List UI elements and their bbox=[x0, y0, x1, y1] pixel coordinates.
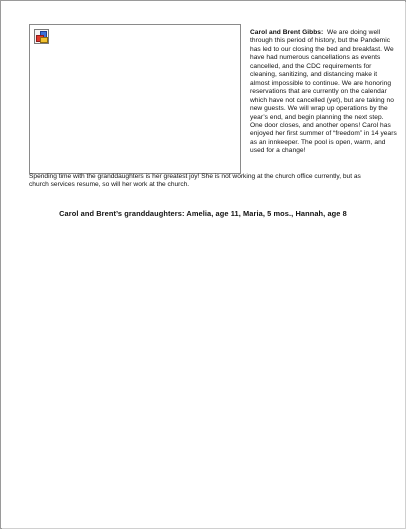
picture-placeholder-icon bbox=[34, 29, 49, 44]
photo-frame bbox=[29, 24, 241, 174]
article-body-full: Spending time with the granddaughters is her greatest joy! She is not working at the church office currently, but as church services resume, so will her work at the church. bbox=[29, 173, 361, 189]
intro-heading: Carol and Brent Gibbs: bbox=[250, 29, 324, 36]
article-side-text bbox=[250, 29, 398, 156]
photo-caption: Carol and Brent’s granddaughters: Amelia, age 11, Maria, 5 mos., Hannah, age 8 bbox=[59, 209, 347, 218]
article-body-side: We are doing well through this period of history, but the Pandemic has led to our closing the bed and breakfast. We have had numerous cancellations as events cancelled, and the CDC requirements for cleaning, sanitizing, and distancing make it almost impossible to continue. We are honoring reservations that are currently on the calendar which have not cancelled (yet), but are taking no new guests. We will wrap up operations by the year’s end, and begin planning the next step. One door closes, and another opens! Carol has enjoyed her first summer of “freedom” in 14 years as an innkeeper. The pool is open, warm, and used for a change! bbox=[250, 29, 397, 155]
